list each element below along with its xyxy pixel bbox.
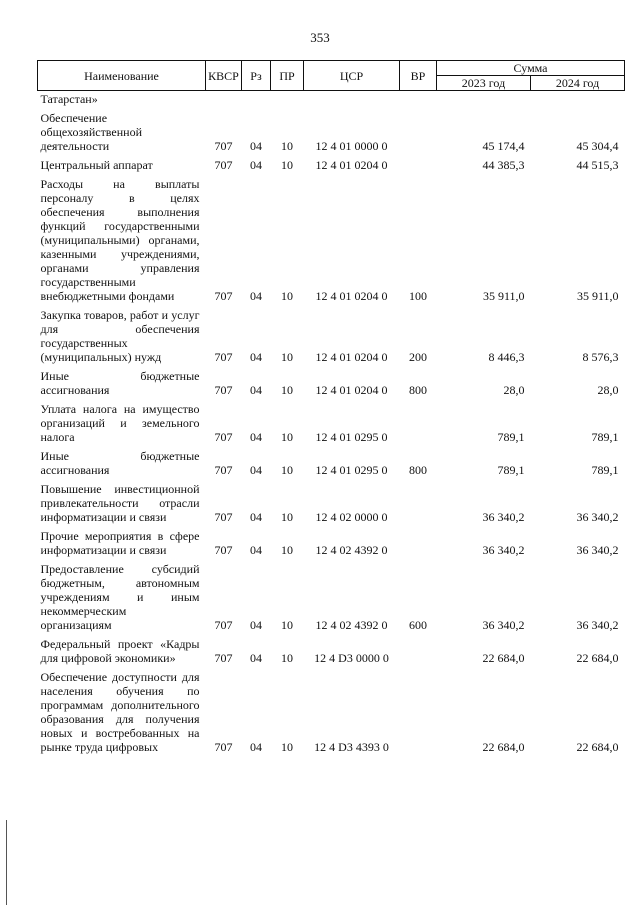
page-number: 353 (310, 30, 330, 45)
row-csr: 12 4 01 0204 0 (315, 158, 388, 172)
row-rz: 04 (250, 139, 262, 153)
row-csr: 12 4 01 0204 0 (315, 350, 388, 364)
row-csr: 12 4 01 0295 0 (315, 430, 388, 444)
row-kvsr (206, 91, 242, 111)
header-vr: ВР (400, 61, 437, 91)
row-amount-2024: 36 340,2 (576, 618, 619, 632)
table-row (38, 401, 625, 448)
row-kvsr: 707 (214, 350, 233, 364)
row-name: Иные бюджетные ассигнования (40, 369, 200, 397)
row-amount-2023 (437, 91, 531, 111)
row-amount-2023: 789,1 (497, 430, 525, 444)
row-name: Уплата налога на имущество организаций и земельного налога (40, 402, 200, 444)
row-amount-2023: 36 340,2 (482, 543, 525, 557)
row-name: Центральный аппарат (40, 158, 153, 172)
row-vr: 100 (409, 289, 427, 303)
row-csr: 12 4 02 4392 0 (315, 543, 388, 557)
table-row (38, 528, 625, 561)
row-pr: 10 (281, 350, 293, 364)
row-rz (242, 91, 271, 111)
row-csr: 12 4 D3 0000 0 (314, 651, 389, 665)
row-name: Расходы на выплаты персоналу в целях обеспечения выполнения функций государственными (муниципальными) органами, казенными учреждениями, органами управления государственными внебюджетными фондами (40, 177, 200, 303)
row-csr (304, 91, 400, 111)
header-sum: Сумма (437, 61, 625, 76)
row-amount-2024: 45 304,4 (576, 139, 619, 153)
table-row (38, 636, 625, 669)
table-header (38, 61, 625, 91)
row-vr: 800 (409, 383, 427, 397)
row-kvsr: 707 (214, 158, 233, 172)
row-name: Федеральный проект «Кадры для цифровой экономики» (40, 637, 200, 665)
row-amount-2023: 28,0 (503, 383, 525, 397)
table-row (38, 481, 625, 528)
table-row (38, 448, 625, 481)
row-pr: 10 (281, 158, 293, 172)
row-vr (400, 91, 437, 111)
row-rz: 04 (250, 289, 262, 303)
row-amount-2024: 44 515,3 (576, 158, 619, 172)
row-rz: 04 (250, 510, 262, 524)
row-vr: 600 (409, 618, 427, 632)
row-amount-2023: 22 684,0 (482, 740, 525, 754)
header-kvsr: КВСР (206, 61, 242, 91)
row-amount-2023: 35 911,0 (482, 289, 525, 303)
table-row (38, 157, 625, 176)
row-pr: 10 (281, 618, 293, 632)
row-pr: 10 (281, 383, 293, 397)
row-vr: 200 (409, 350, 427, 364)
row-name: Татарстан» (40, 92, 98, 106)
table-row (38, 91, 625, 111)
header-name: Наименование (38, 61, 206, 91)
row-vr (400, 481, 437, 528)
header-csr: ЦСР (304, 61, 400, 91)
row-kvsr: 707 (214, 383, 233, 397)
row-name: Обеспечение общехозяйственной деятельности (40, 111, 142, 153)
row-rz: 04 (250, 618, 262, 632)
row-vr (400, 669, 437, 758)
row-vr (400, 401, 437, 448)
row-amount-2024: 36 340,2 (576, 510, 619, 524)
row-pr: 10 (281, 289, 293, 303)
row-amount-2024: 789,1 (591, 463, 619, 477)
row-vr (400, 110, 437, 157)
table-row (38, 561, 625, 636)
table-body (38, 91, 625, 759)
row-name: Прочие мероприятия в сфере информатизации и связи (40, 529, 200, 557)
row-vr (400, 636, 437, 669)
table-row (38, 307, 625, 368)
row-pr: 10 (281, 430, 293, 444)
row-rz: 04 (250, 350, 262, 364)
row-vr (400, 528, 437, 561)
row-amount-2024 (531, 91, 625, 111)
row-amount-2023: 36 340,2 (482, 618, 525, 632)
row-rz: 04 (250, 543, 262, 557)
row-amount-2023: 22 684,0 (482, 651, 525, 665)
row-rz: 04 (250, 651, 262, 665)
row-rz: 04 (250, 430, 262, 444)
header-rz: Рз (242, 61, 271, 91)
row-pr: 10 (281, 543, 293, 557)
row-kvsr: 707 (214, 618, 233, 632)
row-csr: 12 4 01 0204 0 (315, 289, 388, 303)
header-year-2023: 2023 год (437, 76, 531, 91)
row-kvsr: 707 (214, 463, 233, 477)
row-amount-2024: 35 911,0 (576, 289, 619, 303)
row-pr: 10 (281, 740, 293, 754)
row-amount-2023: 789,1 (497, 463, 525, 477)
row-pr: 10 (281, 463, 293, 477)
row-amount-2024: 22 684,0 (576, 740, 619, 754)
row-kvsr: 707 (214, 510, 233, 524)
header-pr: ПР (271, 61, 304, 91)
row-csr: 12 4 01 0000 0 (315, 139, 388, 153)
table-row (38, 176, 625, 307)
row-rz: 04 (250, 383, 262, 397)
row-amount-2024: 22 684,0 (576, 651, 619, 665)
row-amount-2023: 45 174,4 (482, 139, 525, 153)
row-pr: 10 (281, 510, 293, 524)
row-amount-2024: 8 576,3 (582, 350, 619, 364)
row-pr: 10 (281, 651, 293, 665)
row-amount-2023: 44 385,3 (482, 158, 525, 172)
row-amount-2024: 28,0 (597, 383, 619, 397)
row-kvsr: 707 (214, 289, 233, 303)
header-year-2024: 2024 год (531, 76, 625, 91)
page-edge-line (6, 820, 7, 905)
row-vr: 800 (409, 463, 427, 477)
row-name: Иные бюджетные ассигнования (40, 449, 200, 477)
budget-table (37, 60, 625, 758)
row-rz: 04 (250, 740, 262, 754)
row-amount-2024: 789,1 (591, 430, 619, 444)
row-rz: 04 (250, 463, 262, 477)
row-csr: 12 4 02 0000 0 (315, 510, 388, 524)
row-kvsr: 707 (214, 430, 233, 444)
row-kvsr: 707 (214, 651, 233, 665)
row-kvsr: 707 (214, 740, 233, 754)
table-row (38, 669, 625, 758)
row-pr (271, 91, 304, 111)
table-row (38, 368, 625, 401)
row-amount-2024: 36 340,2 (576, 543, 619, 557)
row-kvsr: 707 (214, 543, 233, 557)
table-row (38, 110, 625, 157)
row-csr: 12 4 01 0295 0 (315, 463, 388, 477)
row-amount-2023: 8 446,3 (488, 350, 525, 364)
row-name: Повышение инвестиционной привлекательности отрасли информатизации и связи (40, 482, 200, 524)
row-rz: 04 (250, 158, 262, 172)
row-name: Предоставление субсидий бюджетным, автономным учреждениям и иным некоммерческим организациям (40, 562, 200, 632)
row-amount-2023: 36 340,2 (482, 510, 525, 524)
row-vr (400, 157, 437, 176)
row-pr: 10 (281, 139, 293, 153)
row-csr: 12 4 01 0204 0 (315, 383, 388, 397)
row-csr: 12 4 D3 4393 0 (314, 740, 389, 754)
row-kvsr: 707 (214, 139, 233, 153)
row-csr: 12 4 02 4392 0 (315, 618, 388, 632)
row-name: Закупка товаров, работ и услуг для обеспечения государственных (муниципальных) нужд (40, 308, 200, 364)
row-name: Обеспечение доступности для населения обучения по программам дополнительного образования для получения новых и востребованных на рынке труда цифровых (40, 670, 200, 754)
